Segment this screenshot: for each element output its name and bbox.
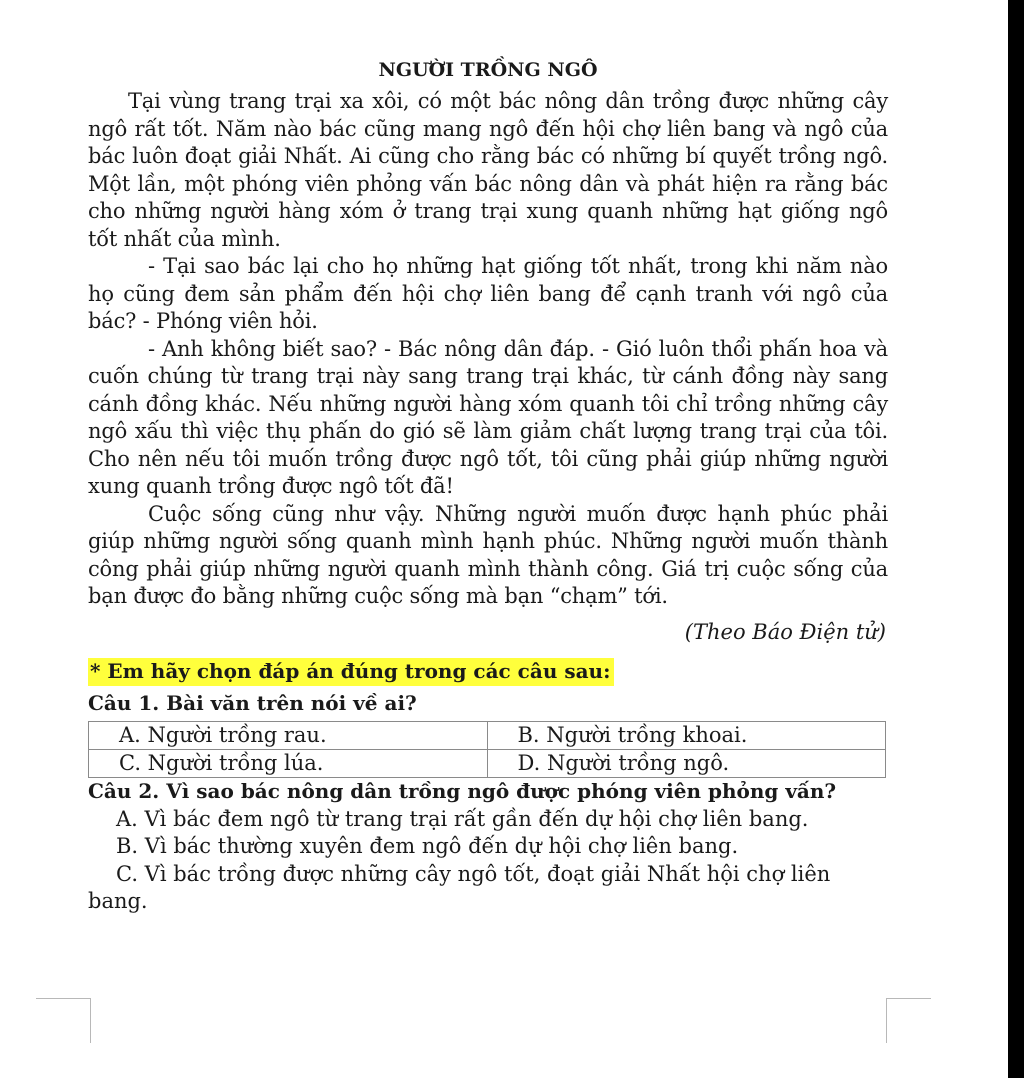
story-paragraph-4: Cuộc sống cũng như vậy. Những người muốn được hạnh phúc phải giúp những người sống quanh mình hạnh phúc. Những người muốn thành công phải giúp những người quanh mình thành công. Giá trị cuộc sống của bạn được đo bằng những cuộc sống mà bạn “chạm” tới. bbox=[88, 501, 888, 608]
page-corner-mark-right bbox=[886, 998, 931, 1043]
answer-option-c[interactable]: C. Người trồng lúa. bbox=[89, 750, 488, 778]
document-title: NGƯỜI TRỒNG NGÔ bbox=[378, 59, 598, 81]
answer-row bbox=[89, 722, 886, 750]
story-paragraph-1: Tại vùng trang trại xa xôi, có một bác nông dân trồng được những cây ngô rất tốt. Năm nào bác cũng mang ngô đến hội chợ liên bang và ngô của bác luôn đoạt giải Nhất. Ai cũng cho rằng bác có những bí quyết trồng ngô. Một lần, một phóng viên phỏng vấn bác nông dân và phát hiện ra rằng bác cho những người hàng xóm ở trang trại xung quanh những hạt giống ngô tốt nhất của mình. bbox=[88, 89, 888, 251]
question-1: Câu 1. Bài văn trên nói về ai? bbox=[88, 690, 417, 715]
q2-option-b[interactable]: B. Vì bác thường xuyên đem ngô đến dự hội chợ liên bang. bbox=[116, 834, 739, 858]
q2-option-c-continuation: bang. bbox=[88, 889, 148, 913]
question-2: Câu 2. Vì sao bác nông dân trồng ngô được phóng viên phỏng vấn? bbox=[88, 779, 837, 803]
answer-table bbox=[88, 721, 886, 778]
q2-option-c[interactable]: C. Vì bác trồng được những cây ngô tốt, đoạt giải Nhất hội chợ liên bbox=[116, 861, 831, 886]
story-paragraph-2: - Tại sao bác lại cho họ những hạt giống tốt nhất, trong khi năm nào họ cũng đem sản phẩm đến hội chợ liên bang để cạnh tranh với ngô của bác? - Phóng viên hỏi. bbox=[88, 254, 888, 333]
instruction-highlight: * Em hãy chọn đáp án đúng trong các câu sau: bbox=[88, 658, 614, 686]
story-paragraph-3: - Anh không biết sao? - Bác nông dân đáp. - Gió luôn thổi phấn hoa và cuốn chúng từ trang trại này sang trang trại khác, từ cánh đồng này sang cánh đồng khác. Nếu những người hàng xóm quanh tôi chỉ trồng những cây ngô xấu thì việc thụ phấn do gió sẽ làm giảm chất lượng trang trại của tôi. Cho nên nếu tôi muốn trồng được ngô tốt, tôi cũng phải giúp những người xung quanh trồng được ngô tốt đã! bbox=[88, 336, 888, 498]
answer-row bbox=[89, 750, 886, 778]
answer-option-d[interactable]: D. Người trồng ngô. bbox=[487, 750, 886, 778]
q2-option-a[interactable]: A. Vì bác đem ngô từ trang trại rất gần đến dự hội chợ liên bang. bbox=[116, 806, 809, 831]
answer-option-a[interactable]: A. Người trồng rau. bbox=[89, 722, 488, 750]
source-citation: (Theo Báo Điện tử) bbox=[684, 619, 886, 644]
page-corner-mark-left bbox=[36, 998, 91, 1043]
document-content bbox=[88, 56, 888, 916]
answer-option-b[interactable]: B. Người trồng khoai. bbox=[487, 722, 886, 750]
